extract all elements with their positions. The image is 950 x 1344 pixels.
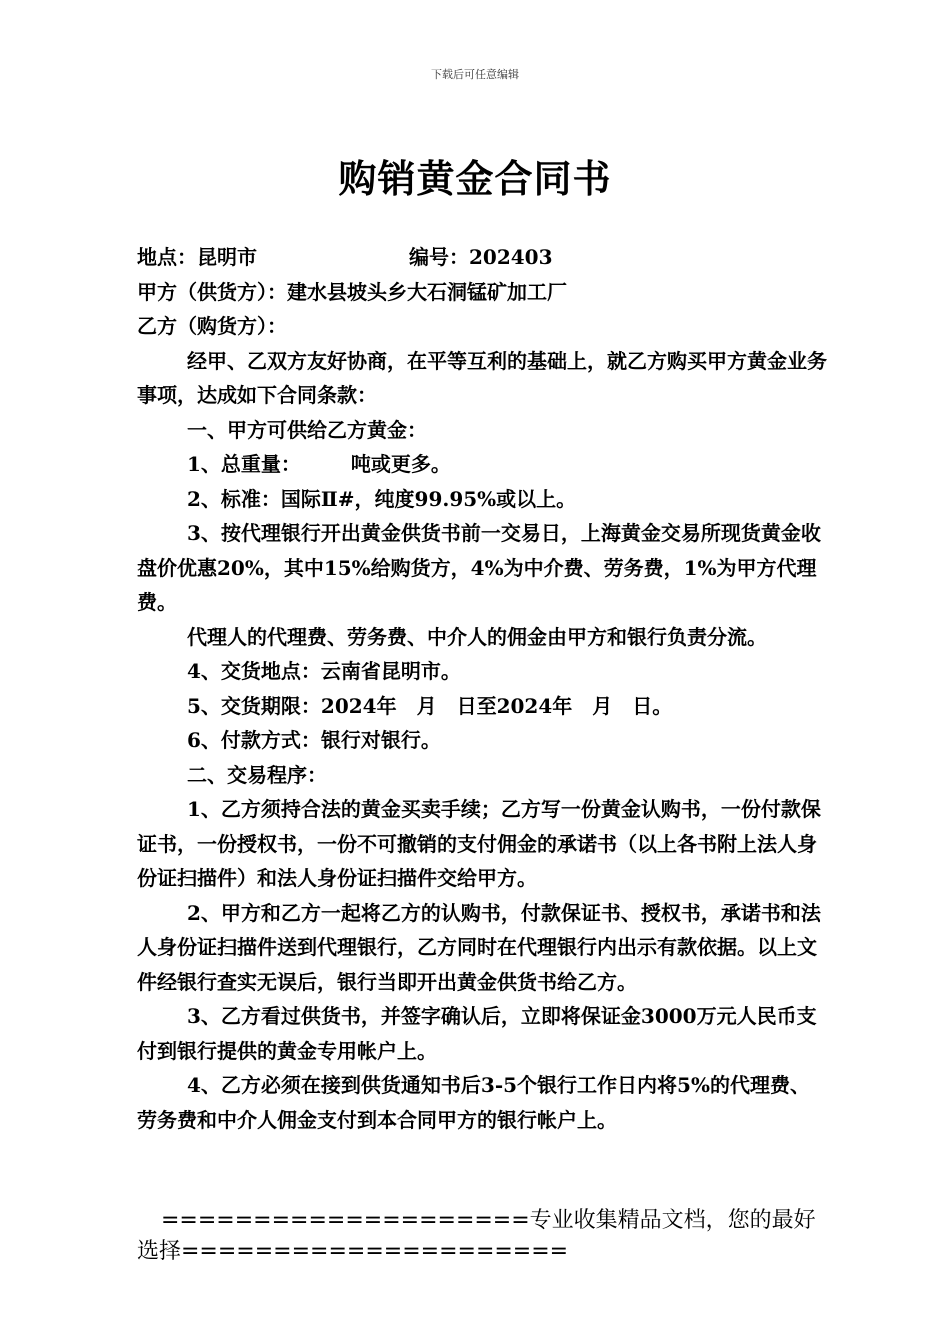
footer-banner: ====================专业收集精品文档，您的最好选择===================== — [137, 1208, 816, 1264]
section1-item-standard: 2、标准：国际Ⅱ#，纯度99.95%或以上。 — [187, 486, 577, 511]
section1-item-fee-note: 代理人的代理费、劳务费、中介人的佣金由甲方和银行负责分流。 — [187, 624, 767, 649]
contract-title: 购销黄金合同书 — [338, 156, 612, 201]
section1-item-price: 3、按代理银行开出黄金供货书前一交易日，上海黄金交易所现货黄金收盘价优惠20%，其中15%给购货方，4%为中介费、劳务费，1%为甲方代理费。 — [137, 521, 821, 614]
section2-item-4: 4、乙方必须在接到供货通知书后3-5个银行工作日内将5%的代理费、劳务费和中介人佣金支付到本合同甲方的银行帐户上。 — [137, 1073, 810, 1132]
contract-body — [137, 240, 827, 1137]
section1-item-weight: 1、总重量： 吨或更多。 — [187, 452, 451, 476]
section1-heading: 一、甲方可供给乙方黄金： — [187, 417, 427, 442]
section1-item-payment: 6、付款方式：银行对银行。 — [187, 728, 441, 752]
party-a: 甲方（供货方）：建水县坡头乡大石洞锰矿加工厂 — [137, 279, 567, 304]
header-note: 下载后可任意编辑 — [431, 68, 519, 81]
intro-paragraph: 经甲、乙双方友好协商，在平等互利的基础上，就乙方购买甲方黄金业务事项，达成如下合同条款： — [137, 348, 827, 407]
section2-heading: 二、交易程序： — [187, 762, 327, 787]
section2-item-1: 1、乙方须持合法的黄金买卖手续；乙方写一份黄金认购书，一份付款保证书，一份授权书，一份不可撤销的支付佣金的承诺书（以上各书附上法人身份证扫描件）和法人身份证扫描件交给甲方。 — [137, 797, 821, 890]
section2-item-3: 3、乙方看过供货书，并签字确认后，立即将保证金3000万元人民币支付到银行提供的黄金专用帐户上。 — [137, 1004, 817, 1063]
section2-item-2: 2、甲方和乙方一起将乙方的认购书，付款保证书、授权书，承诺书和法人身份证扫描件送到代理银行，乙方同时在代理银行内出示有款依据。以上文件经银行查实无误后，银行当即开出黄金供货书给乙方。 — [137, 900, 821, 994]
section1-item-delivery-period: 5、交货期限：2024年 月 日至2024年 月 日。 — [187, 693, 673, 718]
party-b: 乙方（购货方）： — [137, 314, 287, 338]
contract-number: 编号：202403 — [409, 245, 553, 269]
section1-item-delivery-place: 4、交货地点：云南省昆明市。 — [187, 659, 461, 683]
meta-row — [137, 240, 827, 275]
place-label: 地点：昆明市 — [137, 245, 257, 269]
